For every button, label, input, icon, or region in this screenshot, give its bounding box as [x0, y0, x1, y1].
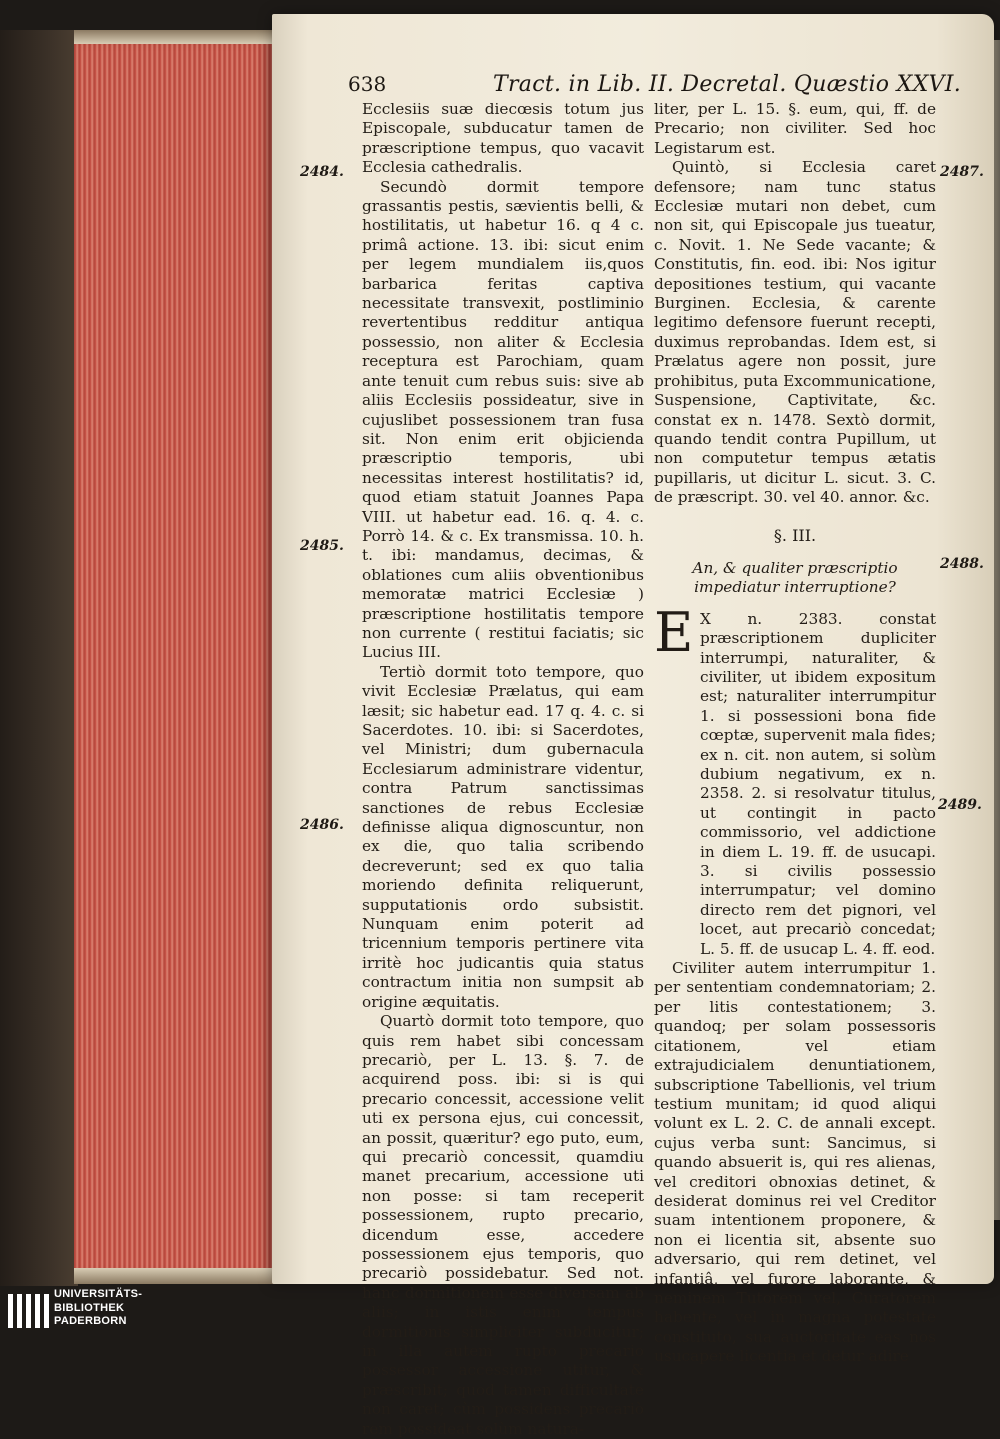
margin-number: 2489. [938, 797, 982, 813]
library-logo [0, 1286, 160, 1335]
right-column [654, 100, 936, 1367]
library-name-line: BIBLIOTHEK [54, 1301, 125, 1314]
paragraph: Ecclesiis suæ diecœsis totum jus Episcopale, subducatur tamen de præscriptione tempus, quo vacavit Ecclesia cathedralis. [362, 100, 644, 177]
section-title: An, & qualiter præscriptio impediatur interruptione? [692, 558, 898, 597]
paragraph-with-dropcap [654, 600, 936, 959]
library-name [54, 1288, 142, 1329]
paragraph: Quintò, si Ecclesia caret defensore; nam tunc status Ecclesiæ mutari non debet, cum non sit, qui Episcopale jus tueatur, c. Novit. 1. Ne Sede vacante; & Constitutis, fin. eod. ibi: Nos igitur depositiones testium, qui vacante Burginen. Ecclesia, & carente legitimo defensore fuerunt recepti, duximus reprobandas. Idem est, si Prælatus agere non possit, jure prohibitus, puta Excommunicatione, Suspensione, Captivitate, &c. constat ex n. 1478. Sextò dormit, quando tendit contra Pupillum, ut non computetur tempus ætatis pupillaris, ut dicitur L. sicut. 3. C. de præscript. 30. vel 40. annor. &c. [654, 158, 936, 507]
running-title: Tract. in Lib. II. Decretal. Quæstio XXVI. [493, 72, 962, 97]
page-number: 638 [348, 72, 387, 96]
library-name-line: PADERBORN [54, 1315, 127, 1327]
paragraph: Tertiò dormit toto tempore, quo vivit Ecclesiæ Prælatus, qui eam læsit; sic habetur ead. 17 q. 4. c. si Sacerdotes. 10. ibi: si Sacerdotes, vel Ministri; dum gubernacula Ecclesiarum administrare videntur, contra Patrum sanctissimas sanctiones de rebus Ecclesiæ definisse aliqua dignoscuntur, non ex die, quo talia scribendo decreverunt; sed ex quo talia moriendo definita reliquerunt, supputationis ordo subsistit. Nunquam enim poterit ad tricennium temporis pertinere vita irritè hoc judicantis quia status contractum initia non sumpsit ab origine æquitatis. [362, 662, 644, 1011]
library-logo-icon [6, 1290, 50, 1332]
paragraph: Civiliter autem interrumpitur 1. per sententiam condemnatoriam; 2. per litis contestationem; 3. quandoq; per solam possessoris citationem, vel etiam extrajudicialem denuntiationem, subscriptione Tabellionis, vel trium testium munitam; id quod aliqui volunt ex L. 2. C. de annali except. cujus verba sunt: Sancimus, si quando absuerit is, qui res alienas, vel creditori obnoxias detinet, & desiderat dominus rei vel Creditor suam intentionem proponere, & non ei licentia sit, absente suo adversario, qui rem detinet, vel infantiâ, vel furore laborante, & neminem Tutorem vel, Curatorem habente, vel in magna potestate constituto, sua auctoritate eas nos usucapere licentia et detur adire [654, 959, 936, 1366]
library-name-line: UNIVERSITÄTS- [54, 1288, 143, 1300]
margin-number: 2484. [300, 164, 344, 180]
page-edge-top [74, 30, 284, 44]
book-cover-left [0, 30, 78, 1295]
margin-number: 2488. [940, 556, 984, 572]
paragraph: liter, per L. 15. §. eum, qui, ff. de Precario; non civiliter. Sed hoc Legistarum est. [654, 100, 936, 157]
section-heading: §. III. [773, 525, 817, 545]
margin-number: 2487. [940, 164, 984, 180]
paragraph: Quartò dormit toto tempore, quo quis rem habet sibi concessam precariò, per L. 13. §. 7. de acquirend poss. ibi: si is qui precario concessit, accessione velit uti ex persona ejus, cui concessit, an possit, quæritur? ego puto, eum, qui precariò concessit, quamdiu manet precarium, accessione uti non posse: si tam receperit possessionem, rupto precario, dicendum esse, accedere possessionem ejus temporis, quo precariò possidebatur. Sed not. hanc dormitionem esse diversam ab aliis; in istis enim tempus dormitionis simpliciter subducitur; in illa autem rupto precario possessor accessione utitur, & præscribit; quod tamen difficultate non caret; cùm possidens precariò rem possideat solùm natura- [362, 1012, 644, 1438]
paragraph: Secundò dormit tempore grassantis pestis, sævientis belli, & hostilitatis, ut habetur 16. q 4 c. primâ actione. 13. ibi: sicut enim per legem mundialem iis,quos barbarica feritas captiva necessitate transvexit, postliminio revertentibus redditur antiqua possessio, non aliter & Ecclesia receptura est Parochiam, quam ante tenuit cum rebus suis: sive ab aliis Ecclesiis possideatur, sive in cujuslibet possessionem tran fusa sit. Non enim erit objicienda præscriptio temporis, ubi necessitas interest hostilitatis? id, quod etiam statuit Joannes Papa VIII. ut habetur ead. 16. q. 4. c. Porrò 14. & c. Ex transmissa. 10. h. t. ibi: mandamus, decimas, & oblationes cum aliis obventionibus memoratæ matrici Ecclesiæ ) præscriptione hostilitatis tempore non currente ( restitui faciatis; sic Lucius III. [362, 177, 644, 662]
running-header [348, 72, 962, 100]
left-column [362, 100, 644, 1439]
page-edges-red [74, 38, 274, 1278]
margin-number: 2485. [300, 538, 344, 554]
page-edge-bottom [74, 1268, 284, 1284]
paragraph-text: X n. 2383. constat præscriptionem dupliciter interrumpi, naturaliter, & civiliter, ut ibidem expositum est; naturaliter interrumpitur 1. si possessioni bona fide cœptæ, supervenit mala fides; ex n. cit. non autem, si solùm dubium negativum, ex n. 2358. 2. si resolvatur titulus, ut contingit in pacto commissorio, vel addictione in diem L. 19. ff. de usucapi. 3. si civilis possessio interrumpatur; vel domino directo rem det pignori, vel locet, aut precariò concedat; L. 5. ff. de usucap L. 4. ff. eod. [700, 609, 936, 958]
drop-capital: E [654, 600, 694, 664]
margin-number: 2486. [300, 817, 344, 833]
